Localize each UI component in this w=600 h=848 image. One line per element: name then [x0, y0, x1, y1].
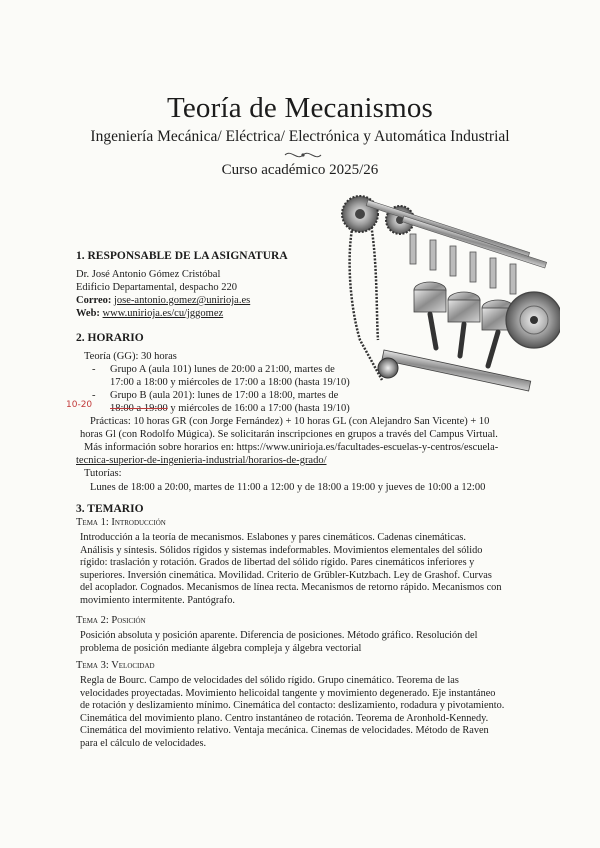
email-link[interactable]: jose-antonio.gomez@unirioja.es [114, 295, 251, 306]
document-title: Teoría de Mecanismos [166, 92, 434, 124]
topic-1-line: del acoplador. Cognados. Mecanismos de línea recta. Mecanismos de retorno rápido. Mecanismos con [80, 582, 502, 594]
course-year: Curso académico 2025/26 [221, 162, 379, 178]
group-b-line-2-rest: y miércoles de 16:00 a 17:00 (hasta 19/10) [167, 403, 350, 414]
group-b-line-1: Grupo B (aula 201): lunes de 17:00 a 18:00, martes de [110, 390, 339, 401]
web-link[interactable]: www.unirioja.es/cu/jggomez [102, 308, 224, 319]
topic-3-line: Cinemática del movimiento relativo. Ventaja mecánica. Cinemas de velocidades. Método de Raven [80, 725, 489, 737]
topic-2-line: Posición absoluta y posición aparente. Diferencia de posiciones. Método gráfico. Resolución del [80, 630, 478, 641]
email-label: Correo: [76, 295, 112, 306]
bullet-dash: - [92, 364, 96, 375]
web-label: Web: [76, 308, 100, 319]
topic-2-text [80, 630, 477, 655]
responsible-name: Dr. José Antonio Gómez Cristóbal [76, 269, 221, 280]
email-row [76, 294, 250, 307]
topic-3-line: Cinemática del movimiento plano. Centro instantáneo de rotación. Teorema de Aronhold-Kennedy. [80, 712, 489, 724]
practices-line-2: horas Gl (con Rodolfo Múgica). Se solicitarán inscripciones en grupos a través del Campus Virtual. [80, 429, 498, 440]
topic-1-line: rígido: traslación y rotación. Grados de libertad del sólido rígido. Pares cinemáticos inferiores y [80, 557, 475, 569]
topic-3-line: velocidades proyectadas. Movimiento helicoidal tangente y movimiento degenerado. Eje instantáneo [80, 687, 496, 699]
topic-3-title: Tema 3: Velocidad [76, 660, 155, 671]
section-1-heading: 1. RESPONSABLE DE LA ASIGNATURA [76, 250, 288, 262]
topic-3-line: para el cálculo de velocidades. [80, 737, 207, 749]
ornament-icon [283, 149, 323, 161]
topic-1-text [80, 532, 501, 608]
group-b-line-2 [110, 402, 350, 415]
schedule-info-line-1: Más información sobre horarios en: https://www.unirioja.es/facultades-escuelas-y-centros/escuela- [84, 442, 499, 453]
document-subtitle: Ingeniería Mecánica/ Eléctrica/ Electrónica y Automática Industrial [90, 128, 510, 145]
bullet-dash: - [92, 390, 96, 401]
theory-hours: Teoría (GG): 30 horas [84, 351, 177, 362]
tutorials-hours: Lunes de 18:00 a 20:00, martes de 11:00 a 12:00 y de 18:00 a 19:00 y jueves de 10:00 a 12:00 [90, 482, 486, 493]
topic-3-text [80, 675, 504, 751]
topic-1-line: movimiento intermitente. Pantógrafo. [80, 594, 235, 606]
struck-time: 18:00 a 19:00 [110, 403, 168, 414]
topic-1-line: Análisis y síntesis. Sólidos rígidos y sistemas indeformables. Movimientos elementales del sólido [80, 544, 483, 556]
practices-line-1: Prácticas: 10 horas GR (con Jorge Fernández) + 10 horas GL (con Alejandro San Vicente) + 10 [90, 416, 490, 427]
schedule-info-link[interactable]: tecnica-superior-de-ingenieria-industrial/horarios-de-grado/ [76, 455, 327, 466]
handwritten-note: 10-20 [66, 400, 93, 410]
web-row [76, 307, 223, 320]
section-3-heading: 3. TEMARIO [76, 503, 144, 515]
group-a-line-1: Grupo A (aula 101) lunes de 20:00 a 21:00, martes de [110, 364, 335, 375]
topic-3-line: Regla de Bourc. Campo de velocidades del sólido rígido. Grupo cinemático. Teorema de las [80, 675, 459, 686]
topic-1-line: superiores. Inversión cinemática. Movilidad. Criterio de Grübler-Kutzbach. Ley de Grashof. Curvas [80, 569, 492, 581]
section-2-heading: 2. HORARIO [76, 332, 144, 344]
topic-1-title: Tema 1: Introducción [76, 517, 166, 528]
topic-2-line: problema de posición mediante álgebra compleja y álgebra vectorial [80, 642, 362, 654]
topic-3-line: de rotación y deslizamiento mínimo. Cinemática del contacto: deslizamiento, rodadura y pivotamiento. [80, 700, 505, 712]
topic-1-line: Introducción a la teoría de mecanismos. Eslabones y pares cinemáticos. Cadenas cinemáticas. [80, 532, 466, 543]
group-a-line-2: 17:00 a 18:00 y miércoles de 17:00 a 18:00 (hasta 19/10) [110, 377, 350, 388]
tutorials-label: Tutorías: [84, 468, 122, 479]
topic-2-title: Tema 2: Posición [76, 615, 146, 626]
responsible-office: Edificio Departamental, despacho 220 [76, 282, 237, 293]
engine-illustration [338, 190, 560, 398]
